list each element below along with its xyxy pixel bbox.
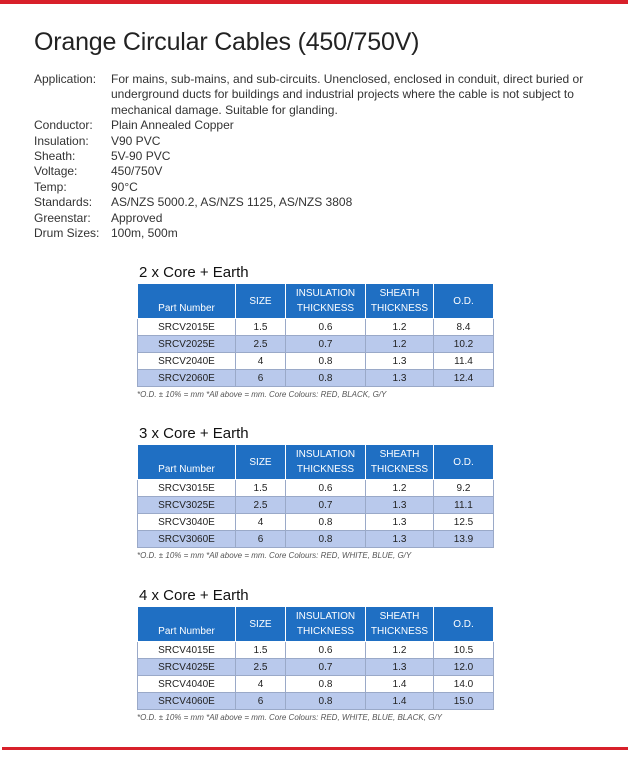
cell-part-number: SRCV3025E: [138, 497, 236, 514]
spec-label: Application:: [34, 72, 97, 86]
cell-insulation: 0.6: [286, 642, 366, 659]
cell-part-number: SRCV4025E: [138, 659, 236, 676]
cell-size: 4: [236, 514, 286, 531]
spec-row-insulation: [34, 134, 594, 149]
col-header-line: THICKNESS: [296, 626, 355, 637]
table-row: [138, 642, 494, 659]
col-header-line: INSULATION: [295, 288, 356, 299]
col-header-size: SIZE: [236, 607, 286, 642]
spec-value: 450/750V: [111, 164, 163, 179]
col-header-line: SHEATH: [379, 288, 420, 299]
spec-row-voltage: [34, 164, 594, 179]
spec-label: Voltage:: [34, 164, 78, 179]
cell-insulation: 0.6: [286, 319, 366, 336]
table-row: [138, 514, 494, 531]
spec-value: 90°C: [111, 179, 138, 194]
table-heading: 2 x Core + Earth: [139, 264, 249, 281]
table-row: [138, 497, 494, 514]
cell-insulation: 0.7: [286, 336, 366, 353]
col-header-line: SHEATH: [379, 611, 420, 622]
cell-size: 6: [236, 693, 286, 710]
cell-size: 6: [236, 370, 286, 387]
table-row: [138, 480, 494, 497]
cell-sheath: 1.3: [366, 370, 434, 387]
spec-value: AS/NZS 5000.2, AS/NZS 1125, AS/NZS 3808: [111, 195, 353, 210]
cell-od: 12.0: [434, 659, 494, 676]
cell-insulation: 0.8: [286, 353, 366, 370]
col-header-od: O.D.: [434, 284, 494, 319]
cell-insulation: 0.7: [286, 659, 366, 676]
cell-part-number: SRCV4060E: [138, 693, 236, 710]
table-row: [138, 319, 494, 336]
page-title: Orange Circular Cables (450/750V): [34, 28, 420, 56]
spec-label: Greenstar:: [34, 210, 91, 225]
cell-sheath: 1.3: [366, 497, 434, 514]
cell-od: 12.4: [434, 370, 494, 387]
table-heading: 4 x Core + Earth: [139, 587, 249, 604]
spec-label: Sheath:: [34, 149, 76, 164]
spec-label: Standards:: [34, 195, 93, 210]
top-red-rule: [0, 0, 628, 4]
col-header-size: SIZE: [236, 284, 286, 319]
cell-insulation: 0.8: [286, 514, 366, 531]
col-header-line: THICKNESS: [370, 464, 429, 475]
cell-sheath: 1.2: [366, 319, 434, 336]
section-3-core: [137, 425, 493, 560]
table-header-row: [138, 445, 494, 480]
spec-table-3-core: [137, 444, 494, 548]
cell-part-number: SRCV3060E: [138, 531, 236, 548]
spec-table-2-core: [137, 283, 494, 387]
table-heading: 3 x Core + Earth: [139, 425, 249, 442]
cell-part-number: SRCV3015E: [138, 480, 236, 497]
cell-size: 1.5: [236, 642, 286, 659]
spec-row-temp: [34, 180, 594, 195]
cell-insulation: 0.8: [286, 370, 366, 387]
table-header-row: [138, 607, 494, 642]
spec-value: 5V-90 PVC: [111, 149, 171, 164]
cell-insulation: 0.7: [286, 497, 366, 514]
cell-insulation: 0.8: [286, 676, 366, 693]
cell-sheath: 1.4: [366, 676, 434, 693]
cell-size: 2.5: [236, 497, 286, 514]
table-footnote: *O.D. ± 10% = mm *All above = mm. Core Colours: RED, WHITE, BLUE, BLACK, G/Y: [137, 713, 442, 722]
bottom-red-rule: [2, 747, 628, 750]
spec-row-drum-sizes: [34, 226, 594, 241]
cell-sheath: 1.3: [366, 659, 434, 676]
col-header-insulation: [286, 445, 366, 480]
table-header-row: [138, 284, 494, 319]
spec-list: [34, 72, 594, 241]
cell-size: 1.5: [236, 319, 286, 336]
col-header-insulation: [286, 284, 366, 319]
cell-sheath: 1.2: [366, 336, 434, 353]
cell-sheath: 1.3: [366, 514, 434, 531]
spec-table-4-core: [137, 606, 494, 710]
cell-size: 6: [236, 531, 286, 548]
table-row: [138, 370, 494, 387]
col-header-part-number: Part Number: [138, 607, 236, 642]
section-2-core: [137, 264, 493, 399]
spec-row-application: [34, 72, 594, 118]
col-header-line: THICKNESS: [296, 303, 355, 314]
table-row: [138, 693, 494, 710]
col-header-line: INSULATION: [295, 611, 356, 622]
cell-od: 10.2: [434, 336, 494, 353]
spec-label: Temp:: [34, 179, 67, 194]
col-header-sheath: [366, 284, 434, 319]
cell-part-number: SRCV2015E: [138, 319, 236, 336]
cell-od: 11.4: [434, 353, 494, 370]
col-header-part-number: Part Number: [138, 445, 236, 480]
cell-od: 8.4: [434, 319, 494, 336]
col-header-od: O.D.: [434, 445, 494, 480]
spec-value: Plain Annealed Copper: [111, 118, 234, 133]
cell-od: 13.9: [434, 531, 494, 548]
cell-od: 11.1: [434, 497, 494, 514]
cell-od: 12.5: [434, 514, 494, 531]
cell-od: 15.0: [434, 693, 494, 710]
col-header-line: INSULATION: [295, 449, 356, 460]
spec-row-conductor: [34, 118, 594, 133]
section-4-core: [137, 587, 493, 722]
col-header-sheath: [366, 445, 434, 480]
cell-od: 9.2: [434, 480, 494, 497]
spec-row-standards: [34, 195, 594, 210]
cell-od: 10.5: [434, 642, 494, 659]
cell-sheath: 1.2: [366, 480, 434, 497]
spec-label: Conductor:: [34, 118, 93, 133]
spec-value: For mains, sub-mains, and sub-circuits. Unenclosed, enclosed in conduit, direct buried or underground ducts for buildings and industrial projects where the cable is not subject to mechanical damage. Suitable for glanding.: [111, 72, 584, 117]
spec-label: Drum Sizes:: [34, 226, 100, 241]
table-row: [138, 336, 494, 353]
table-footnote: *O.D. ± 10% = mm *All above = mm. Core Colours: RED, BLACK, G/Y: [137, 390, 387, 399]
cell-sheath: 1.2: [366, 642, 434, 659]
table-row: [138, 676, 494, 693]
cell-od: 14.0: [434, 676, 494, 693]
cell-part-number: SRCV3040E: [138, 514, 236, 531]
cell-size: 1.5: [236, 480, 286, 497]
col-header-od: O.D.: [434, 607, 494, 642]
table-row: [138, 659, 494, 676]
cell-insulation: 0.6: [286, 480, 366, 497]
col-header-part-number: Part Number: [138, 284, 236, 319]
spec-label: Insulation:: [34, 133, 89, 148]
cell-part-number: SRCV2040E: [138, 353, 236, 370]
spec-row-greenstar: [34, 211, 594, 226]
cell-size: 2.5: [236, 336, 286, 353]
cell-part-number: SRCV2060E: [138, 370, 236, 387]
cell-size: 4: [236, 353, 286, 370]
spec-value: 100m, 500m: [111, 226, 178, 241]
cell-insulation: 0.8: [286, 531, 366, 548]
col-header-size: SIZE: [236, 445, 286, 480]
col-header-line: THICKNESS: [370, 303, 429, 314]
col-header-line: THICKNESS: [296, 464, 355, 475]
cell-part-number: SRCV4015E: [138, 642, 236, 659]
cell-size: 4: [236, 676, 286, 693]
cell-insulation: 0.8: [286, 693, 366, 710]
table-footnote: *O.D. ± 10% = mm *All above = mm. Core Colours: RED, WHITE, BLUE, G/Y: [137, 551, 412, 560]
cell-part-number: SRCV4040E: [138, 676, 236, 693]
cell-size: 2.5: [236, 659, 286, 676]
col-header-line: THICKNESS: [370, 626, 429, 637]
col-header-insulation: [286, 607, 366, 642]
col-header-sheath: [366, 607, 434, 642]
cell-sheath: 1.3: [366, 531, 434, 548]
cell-part-number: SRCV2025E: [138, 336, 236, 353]
table-row: [138, 353, 494, 370]
cell-sheath: 1.4: [366, 693, 434, 710]
spec-value: V90 PVC: [111, 133, 161, 148]
table-row: [138, 531, 494, 548]
spec-row-sheath: [34, 149, 594, 164]
col-header-line: SHEATH: [379, 449, 420, 460]
spec-value: Approved: [111, 210, 163, 225]
cell-sheath: 1.3: [366, 353, 434, 370]
